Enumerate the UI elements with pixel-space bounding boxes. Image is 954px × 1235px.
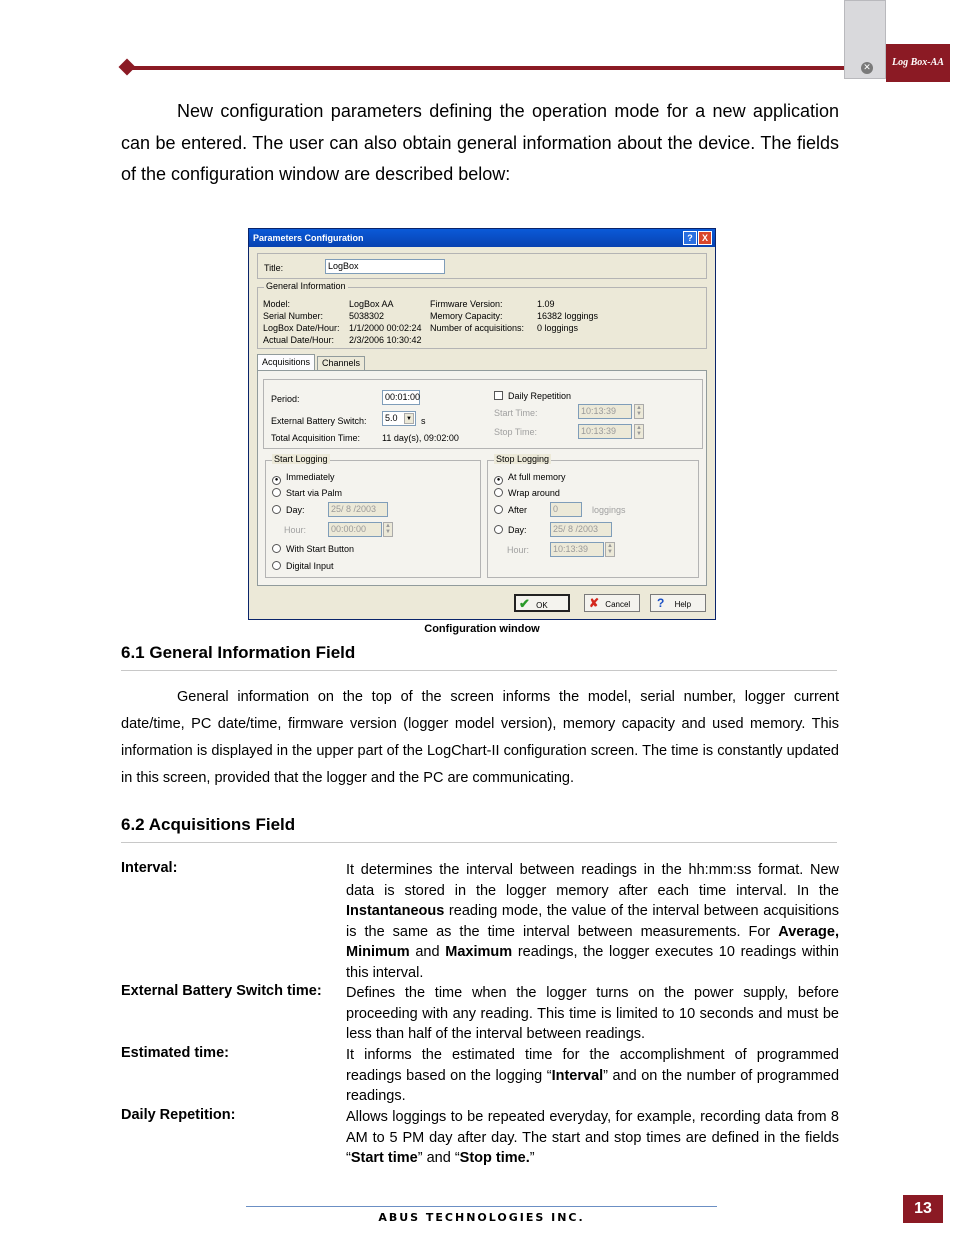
memory-value: 16382 loggings — [537, 311, 599, 321]
stop-after-radio[interactable] — [494, 505, 527, 515]
actual-datetime-label: Actual Date/Hour: — [263, 335, 335, 345]
general-information-label: General Information — [266, 281, 346, 291]
radio-icon — [272, 488, 281, 497]
stop-hour-spinner[interactable]: ▲ ▼ — [605, 542, 615, 557]
daily-repetition-term: Daily Repetition: — [121, 1107, 236, 1123]
daily-text-2: ” and “ — [417, 1150, 460, 1167]
footer-company: ABUS TECHNOLOGIES INC. — [378, 1211, 585, 1224]
title-input[interactable]: LogBox — [325, 259, 445, 274]
ext-battery-select[interactable] — [382, 411, 416, 426]
estimated-time-term: Estimated time: — [121, 1045, 229, 1061]
start-via-palm-radio[interactable] — [272, 488, 342, 498]
acquisitions-count-value: 0 loggings — [537, 323, 579, 333]
estimated-time-description — [346, 1045, 839, 1107]
actual-datetime-value: 2/3/2006 10:30:42 — [349, 335, 422, 345]
footer-rule — [246, 1206, 717, 1207]
serial-value: 5038302 — [349, 311, 385, 321]
interval-description — [346, 860, 839, 984]
ok-button[interactable] — [514, 594, 570, 612]
title-label: Title: — [264, 263, 284, 273]
model-label: Model: — [263, 299, 291, 309]
period-label: Period: — [271, 394, 300, 404]
start-time-spinner[interactable]: ▲ ▼ — [634, 404, 644, 419]
stop-wrap-around-label: Wrap around — [508, 488, 560, 498]
start-day-input[interactable]: 25/ 8 /2003 — [328, 502, 388, 517]
x-icon: ✘ — [589, 596, 600, 610]
stop-time-label: Stop Time: — [494, 427, 538, 437]
daily-text-1: Allows loggings to be repeated everyday, for example, recording data from 8 AM to 5 PM day after day. The start and stop times are defined in the fields “ — [346, 1109, 839, 1167]
memory-label: Memory Capacity: — [430, 311, 503, 321]
serial-label: Serial Number: — [263, 311, 324, 321]
logbox-datetime-value: 1/1/2000 00:02:24 — [349, 323, 422, 333]
start-immediately-radio[interactable] — [272, 472, 335, 485]
radio-icon — [272, 505, 281, 514]
checkmark-icon: ✔ — [519, 596, 530, 611]
stop-hour-input[interactable]: 10:13:39 — [550, 542, 604, 557]
start-button-radio[interactable] — [272, 544, 354, 554]
radio-selected-icon: ● — [494, 476, 503, 485]
interval-text-4: readings, the logger executes 10 readings within this interval. — [346, 944, 839, 981]
parameters-configuration-window — [248, 228, 716, 620]
stop-time-spinner[interactable]: ▲ ▼ — [634, 424, 644, 439]
header-tab — [844, 0, 886, 79]
checkbox-icon — [494, 391, 503, 400]
est-bold-1: Interval — [551, 1067, 604, 1084]
help-label: Help — [674, 600, 692, 609]
model-value: LogBox AA — [349, 299, 394, 309]
section-6-2-heading: 6.2 Acquisitions Field — [121, 815, 296, 834]
interval-bold-3: Maximum — [445, 944, 513, 961]
stop-full-memory-label: At full memory — [508, 472, 566, 482]
stop-after-unit: loggings — [592, 505, 626, 515]
stop-day-input[interactable]: 25/ 8 /2003 — [550, 522, 612, 537]
radio-icon — [272, 544, 281, 553]
start-hour-input[interactable]: 00:00:00 — [328, 522, 382, 537]
stop-logging-label: Stop Logging — [496, 454, 550, 464]
intro-paragraph — [121, 96, 839, 191]
radio-icon — [494, 525, 503, 534]
start-day-radio[interactable] — [272, 505, 305, 515]
stop-after-label: After — [508, 505, 528, 515]
interval-text-3: and — [409, 944, 446, 961]
ext-battery-value: 5.0 — [385, 413, 398, 423]
section-6-1-rule — [121, 670, 837, 671]
ebs-term: External Battery Switch time: — [121, 983, 322, 999]
interval-text-1: It determines the interval between readings in the hh:mm:ss format. New data is stored in the logger memory after each time interval. In the — [346, 862, 839, 899]
chevron-down-icon[interactable]: ▼ — [404, 413, 414, 424]
section-6-2-rule — [121, 842, 837, 843]
intro-text: New configuration parameters defining the operation mode for a new application can be entered. The user can also obtain general information about the device. The fields of the configuration window are described below: — [121, 101, 839, 184]
stop-full-memory-radio[interactable] — [494, 472, 566, 485]
logbox-datetime-label: LogBox Date/Hour: — [263, 323, 340, 333]
stop-hour-label: Hour: — [507, 545, 530, 555]
tab-channels[interactable]: Channels — [317, 356, 365, 371]
daily-bold-1: Start time — [350, 1150, 418, 1167]
ebs-description: Defines the time when the logger turns on the power supply, before proceeding with any reading. This time is limited to 10 seconds and must be less than half of the interval between readings. — [346, 985, 839, 1043]
digital-input-label: Digital Input — [286, 561, 334, 571]
section-6-1-paragraph — [121, 684, 839, 792]
doc-label: Log Box-AA — [886, 44, 950, 82]
start-day-label: Day: — [286, 505, 305, 515]
start-via-palm-label: Start via Palm — [286, 488, 343, 498]
stop-time-input[interactable]: 10:13:39 — [578, 424, 632, 439]
radio-icon — [272, 561, 281, 570]
start-immediately-label: Immediately — [286, 472, 335, 482]
start-time-label: Start Time: — [494, 408, 538, 418]
help-button[interactable] — [650, 594, 706, 612]
stop-wrap-around-radio[interactable] — [494, 488, 560, 498]
radio-icon — [494, 488, 503, 497]
est-text-2: ” and on the number of programmed readings. — [346, 1067, 840, 1105]
page-number: 13 — [903, 1195, 943, 1223]
daily-repetition-checkbox[interactable] — [494, 391, 571, 401]
daily-repetition-label: Daily Repetition — [508, 391, 572, 401]
section-6-1-text: General information on the top of the screen informs the model, serial number, logger current date/time, PC date/time, firmware version (logger model version), memory capacity and used memory. This information is displayed in the upper part of the LogChart-II configuration screen. The time is constantly updated in this screen, provided that the logger and the PC are communicating. — [121, 689, 839, 786]
header-rule — [128, 66, 858, 70]
ext-battery-label: External Battery Switch: — [271, 416, 367, 426]
start-logging-label: Start Logging — [274, 454, 328, 464]
start-hour-label: Hour: — [284, 525, 307, 535]
stop-day-label: Day: — [508, 525, 527, 535]
daily-repetition-description — [346, 1107, 839, 1169]
interval-bold-2: Average, Minimum — [346, 923, 839, 961]
interval-text-2: reading mode, the value of the interval between acquisitions is the same as the time interval between measurements. For — [346, 903, 839, 940]
close-circle-icon: ✕ — [861, 62, 873, 74]
interval-term: Interval: — [121, 860, 178, 876]
cancel-label: Cancel — [605, 600, 631, 609]
start-button-label: With Start Button — [286, 544, 355, 554]
cancel-button[interactable] — [584, 594, 640, 612]
figure-caption: Configuration window — [424, 623, 540, 635]
daily-bold-2: Stop time. — [459, 1150, 530, 1167]
header-diamond — [119, 59, 136, 76]
stop-after-input[interactable]: 0 — [550, 502, 582, 517]
digital-input-radio[interactable] — [272, 561, 334, 571]
ext-battery-unit: s — [421, 416, 426, 426]
help-title-button[interactable]: ? — [683, 231, 697, 245]
section-6-1-heading: 6.1 General Information Field — [121, 643, 356, 662]
total-acquisition-label: Total Acquisition Time: — [271, 433, 361, 443]
close-title-button[interactable]: X — [698, 231, 712, 245]
radio-selected-icon: ● — [272, 476, 281, 485]
tab-acquisitions[interactable]: Acquisitions — [257, 354, 315, 371]
radio-icon — [494, 505, 503, 514]
window-title: Parameters Configuration — [249, 229, 715, 247]
ok-label: OK — [536, 601, 548, 610]
period-input[interactable]: 00:01:00 — [382, 390, 420, 405]
stop-day-radio[interactable] — [494, 525, 527, 535]
question-icon: ? — [657, 596, 665, 610]
firmware-label: Firmware Version: — [430, 299, 503, 309]
total-acquisition-value: 11 day(s), 09:02:00 — [382, 433, 459, 443]
interval-bold-1: Instantaneous — [346, 903, 445, 920]
firmware-value: 1.09 — [537, 299, 555, 309]
acquisitions-count-label: Number of acquisitions: — [430, 323, 525, 333]
est-text-1: It informs the estimated time for the accomplishment of programmed readings based on the logging “ — [346, 1047, 839, 1084]
daily-text-3: ” — [529, 1150, 535, 1167]
start-hour-spinner[interactable]: ▲ ▼ — [383, 522, 393, 537]
start-time-input[interactable]: 10:13:39 — [578, 404, 632, 419]
